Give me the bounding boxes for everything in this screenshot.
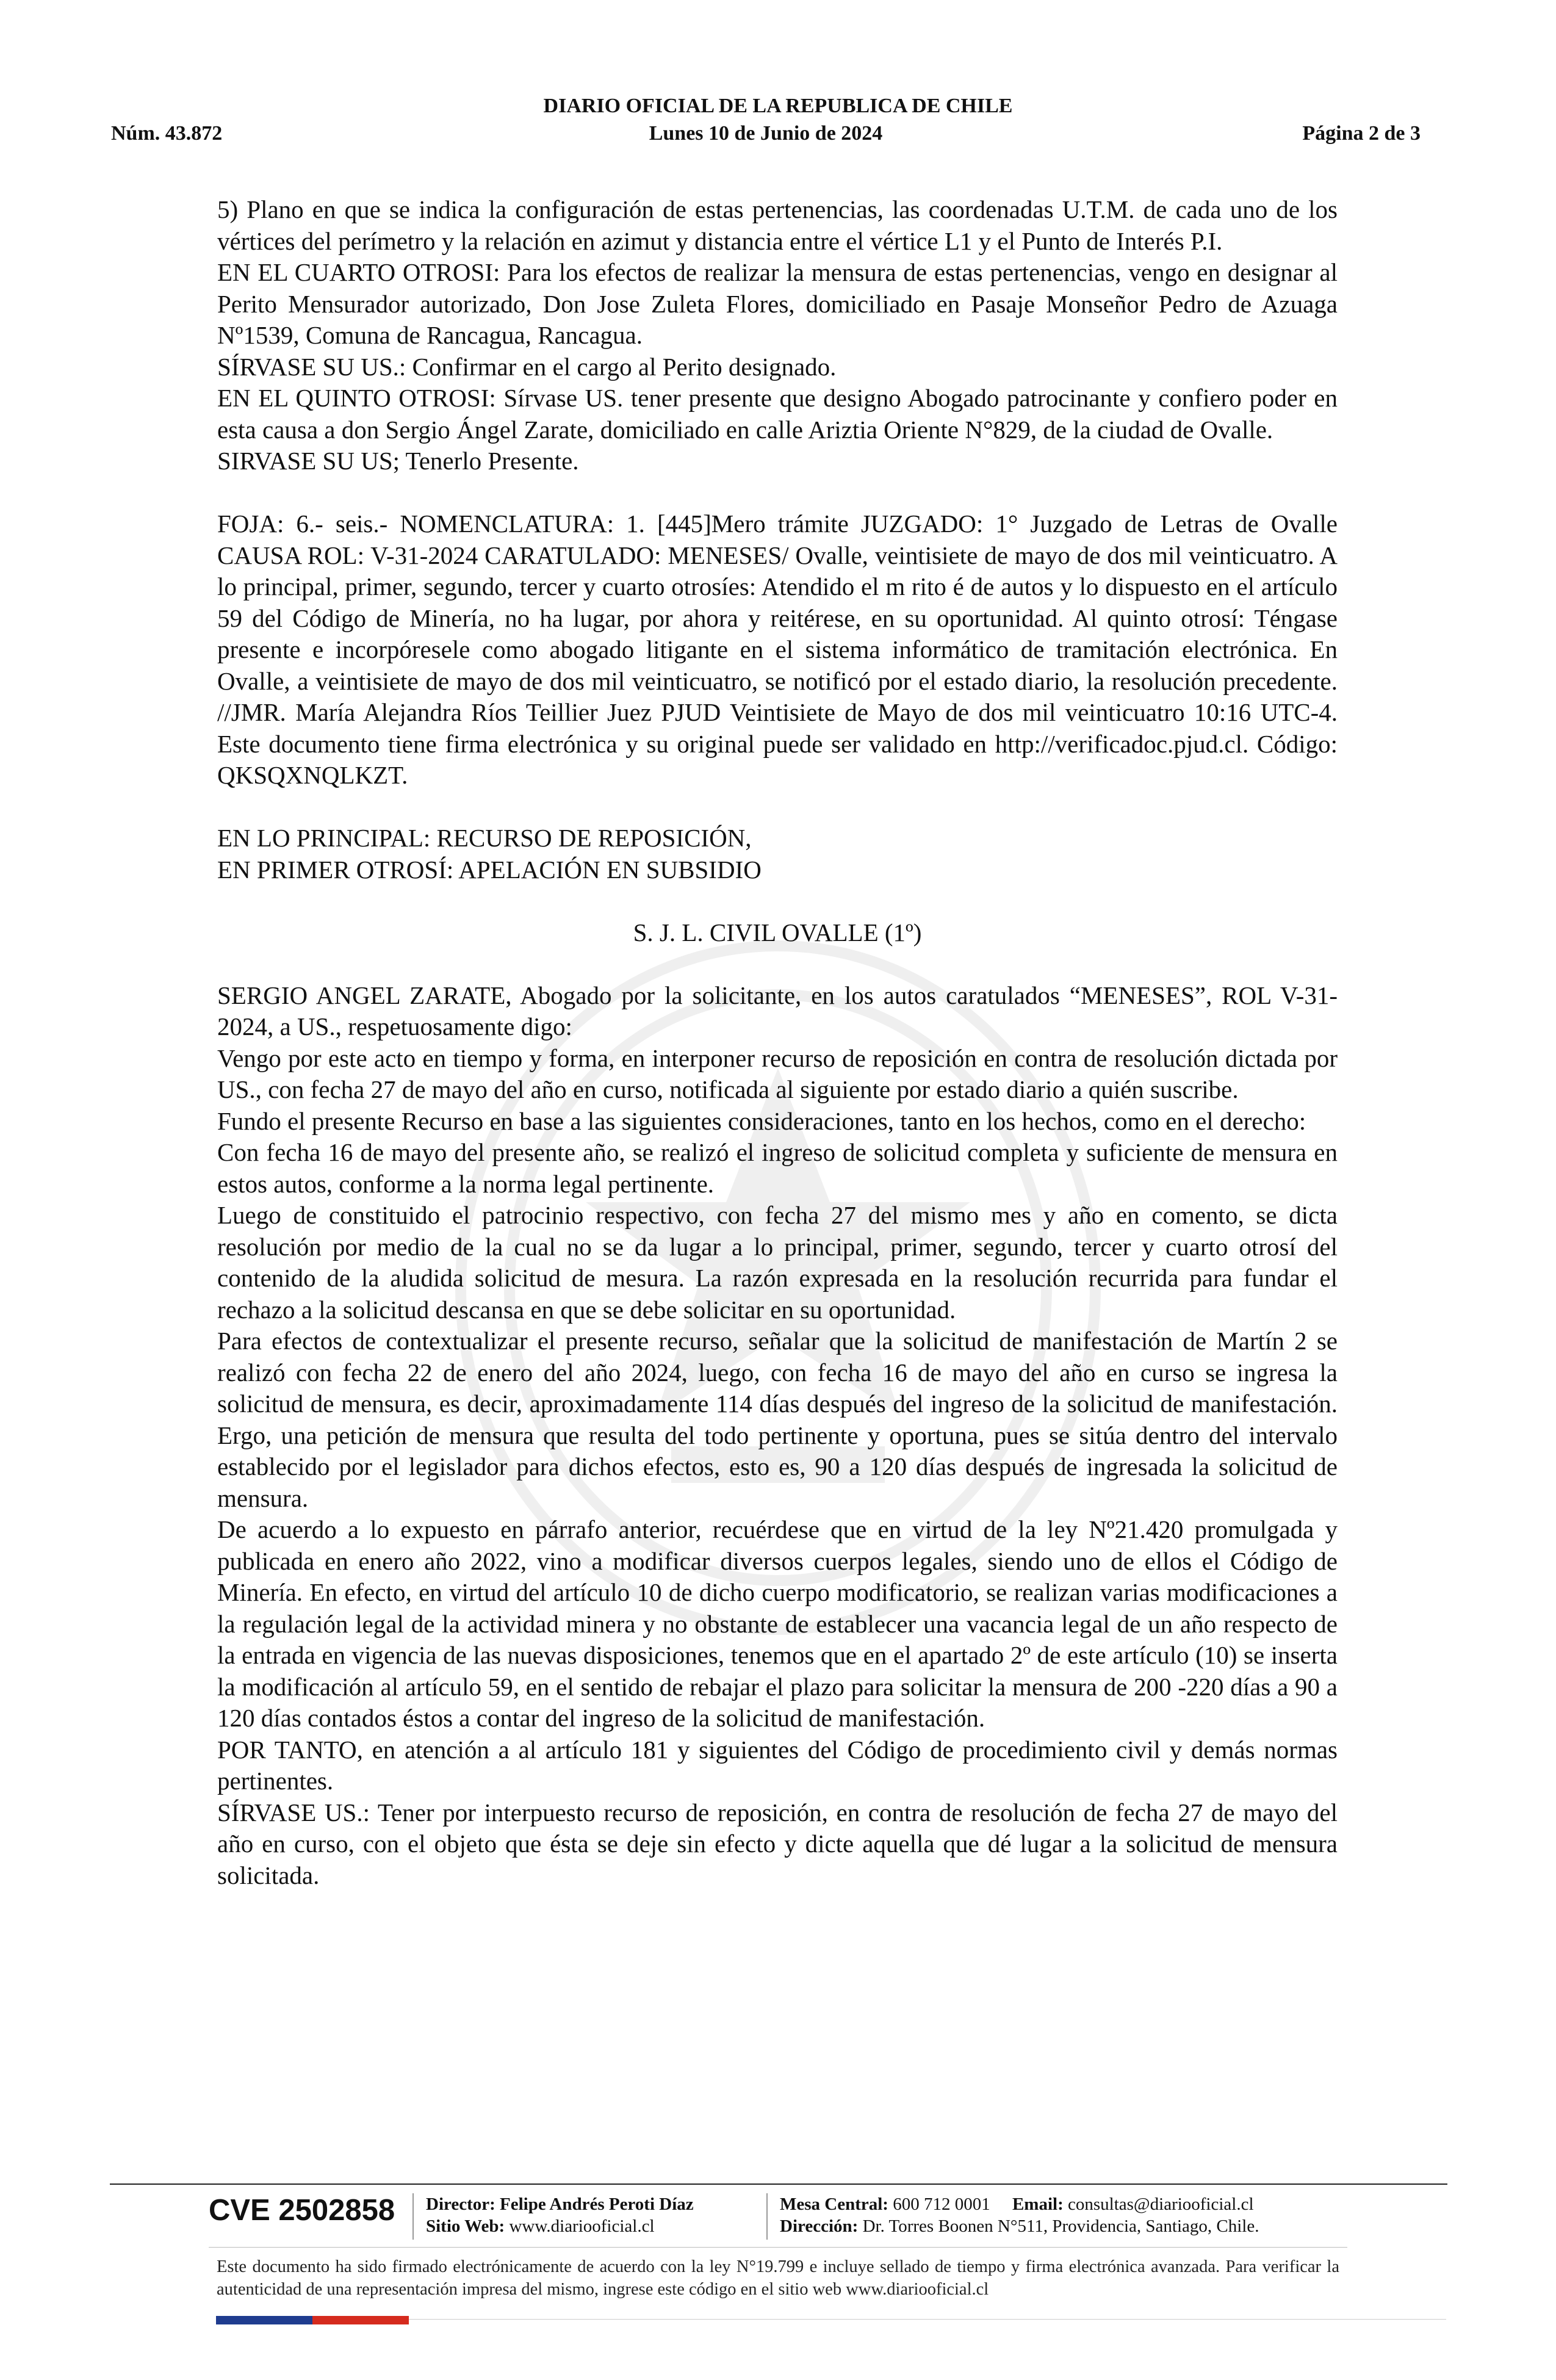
paragraph: POR TANTO, en atención a al artículo 181 y siguientes del Código de procedimiento civil y demás normas pertinentes. <box>217 1735 1338 1795</box>
petition-heading: EN PRIMER OTROSÍ: APELACIÓN EN SUBSIDIO <box>217 855 762 884</box>
paragraph: Luego de constituido el patrocinio respectivo, con fecha 27 del mismo mes y año en comento, se dicta resolución por medio de la cual no se da lugar a lo principal, primer, segundo, tercer y cuarto otrosí del contenido de la aludida solicitud de mesura. La razón expresada en la resolución recurrida para fundar el rechazo a la solicitud descansa en que se debe solicitar en su oportunidad. <box>217 1201 1338 1324</box>
footer-contact-block <box>780 2193 1259 2237</box>
mesa-phone: 600 712 0001 <box>893 2194 990 2214</box>
paragraph: Vengo por este acto en tiempo y forma, en interponer recurso de reposición en contra de resolución dictada por US., con fecha 27 de mayo del año en curso, notificada al siguiente por estado diario a quién suscribe. <box>217 1044 1338 1103</box>
email-link[interactable]: consultas@diariooficial.cl <box>1068 2194 1254 2214</box>
address-value: Dr. Torres Boonen N°511, Providencia, Santiago, Chile. <box>862 2216 1259 2236</box>
paragraph: Para efectos de contextualizar el presente recurso, señalar que la solicitud de manifestación de Martín 2 se realizó con fecha 22 de enero del año 2024, luego, con fecha 16 de mayo del año en curso se ingresa la solicitud de mensura, es decir, aproximadamente 114 días después del ingreso de la solicitud de manifestación. Ergo, una petición de mensura que resulta del todo pertinente y oportuna, pues se sitúa dentro del intervalo establecido por el legislador para dichos efectos, esto es, 90 a 120 días después de ingresada la solicitud de mensura. <box>217 1327 1338 1512</box>
paragraph: SIRVASE SU US; Tenerlo Presente. <box>217 447 579 475</box>
paragraph: EN EL QUINTO OTROSI: Sírvase US. tener presente que designo Abogado patrocinante y confiero poder en esta causa a don Sergio Ángel Zarate, domiciliado en calle Ariztia Oriente N°829, de la ciudad de Ovalle. <box>217 384 1338 444</box>
flag-stripe-red <box>312 2316 409 2324</box>
footer-director-block <box>426 2193 694 2237</box>
paragraph: 5) Plano en que se indica la configuración de estas pertenencias, las coordenadas U.T.M. de cada uno de los vértices del perímetro y la relación en azimut y distancia entre el vértice L1 y el Punto de Interés P.I. <box>217 195 1338 255</box>
newspaper-title: DIARIO OFICIAL DE LA REPUBLICA DE CHILE <box>543 95 1013 117</box>
header-row <box>111 122 1421 149</box>
flag-stripe-blue <box>216 2316 312 2324</box>
footer-divider-thin <box>209 2247 1347 2248</box>
cve-code: CVE 2502858 <box>209 2194 395 2227</box>
issue-date: Lunes 10 de Junio de 2024 <box>649 122 883 145</box>
paragraph: SÍRVASE SU US.: Confirmar en el cargo al Perito designado. <box>217 352 837 381</box>
paragraph: SERGIO ANGEL ZARATE, Abogado por la solicitante, en los autos caratulados “MENESES”, ROL V-31-2024, a US., respetuosamente digo: <box>217 981 1338 1040</box>
court-addressee: S. J. L. CIVIL OVALLE (1º) <box>633 918 922 947</box>
email-label: Email: <box>1012 2194 1064 2214</box>
site-label: Sitio Web: <box>426 2216 505 2236</box>
page-indicator: Página 2 de 3 <box>1302 122 1421 145</box>
mesa-label: Mesa Central: <box>780 2194 888 2214</box>
site-link[interactable]: www.diariooficial.cl <box>509 2216 655 2236</box>
paragraph: De acuerdo a lo expuesto en párrafo anterior, recuérdese que en virtud de la ley Nº21.420 promulgada y publicada en enero año 2022, vino a modificar diversos cuerpos legales, siendo uno de ellos el Código de Minería. En efecto, en virtud del artículo 10 de dicho cuerpo modificatorio, se realizan varias modificaciones a la regulación legal de la actividad minera y no obstante de establecer una vacancia legal de un año respecto de la entrada en vigencia de las nuevas disposiciones, tenemos que en el apartado 2º de este artículo (10) se inserta la modificación al artículo 59, en el sentido de rebajar el plazo para solicitar la mensura de 200 -220 días a 90 a 120 días contados éstos a contar del ingreso de la solicitud de manifestación. <box>217 1515 1338 1732</box>
director-name: Director: Felipe Andrés Peroti Díaz <box>426 2194 694 2214</box>
petition-heading: EN LO PRINCIPAL: RECURSO DE REPOSICIÓN, <box>217 824 752 852</box>
flag-stripe-line <box>409 2319 1446 2320</box>
resolution-paragraph: FOJA: 6.- seis.- NOMENCLATURA: 1. [445]Mero trámite JUZGADO: 1° Juzgado de Letras de Ovalle CAUSA ROL: V-31-2024 CARATULADO: MENESES/ Ovalle, veintisiete de mayo de dos mil veinticuatro. A lo principal, primer, segundo, tercer y cuarto otrosíes: Atendido el m rito é de autos y lo dispuesto en el artículo 59 del Código de Minería, no ha lugar, por ahora y reitérese, en su oportunidad. Al quinto otrosí: Téngase presente e incorpóresele como abogado litigante en el sistema informático de tramitación electrónica. En Ovalle, a veintisiete de mayo de dos mil veinticuatro, se notificó por el estado diario, la resolución precedente. //JMR. María Alejandra Ríos Teillier Juez PJUD Veintisiete de Mayo de dos mil veinticuatro 10:16 UTC-4. Este documento tiene firma electrónica y su original puede ser validado en http://verificadoc.pjud.cl. Código: QKSQXNQLKZT. <box>217 510 1338 789</box>
paragraph: Con fecha 16 de mayo del presente año, se realizó el ingreso de solicitud completa y suficiente de mensura en estos autos, conforme a la norma legal pertinente. <box>217 1138 1338 1198</box>
footer-separator <box>412 2193 414 2240</box>
paragraph: Fundo el presente Recurso en base a las siguientes consideraciones, tanto en los hechos, como en el derecho: <box>217 1106 1306 1135</box>
issue-number: Núm. 43.872 <box>111 122 223 145</box>
footer-separator <box>766 2193 768 2240</box>
paragraph: EN EL CUARTO OTROSI: Para los efectos de realizar la mensura de estas pertenencias, vengo en designar al Perito Mensurador autorizado, Don Jose Zuleta Flores, domiciliado en Pasaje Monseñor Pedro de Azuaga Nº1539, Comuna de Rancagua, Rancagua. <box>217 258 1338 349</box>
document-body <box>217 194 1338 1891</box>
legal-notice: Este documento ha sido firmado electrónicamente de acuerdo con la ley N°19.799 e incluye sellado de tiempo y firma electrónica avanzada. Para verificar la autenticidad de una representación impresa del mismo, ingrese este código en el sitio web www.diariooficial.cl <box>217 2257 1339 2299</box>
address-label: Dirección: <box>780 2216 859 2236</box>
footer-divider <box>110 2183 1447 2185</box>
paragraph: SÍRVASE US.: Tener por interpuesto recurso de reposición, en contra de resolución de fecha 27 de mayo del año en curso, con el objeto que ésta se deje sin efecto y dicte aquella que dé lugar a la solicitud de mensura solicitada. <box>217 1798 1338 1889</box>
